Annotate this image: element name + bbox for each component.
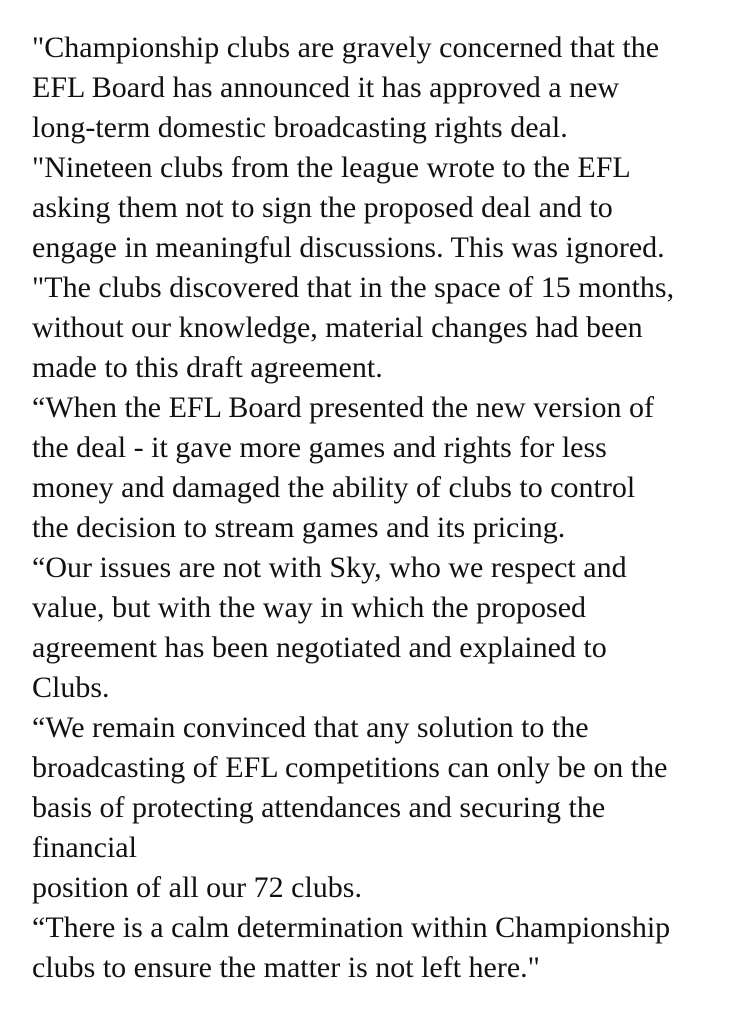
statement-line: broadcasting of EFL competitions can only be on the	[32, 751, 668, 784]
statement-line: the decision to stream games and its pricing.	[32, 511, 566, 544]
statement-line: “When the EFL Board presented the new version of	[32, 391, 655, 424]
statement-line: clubs to ensure the matter is not left here."	[32, 951, 540, 984]
statement-line: “Our issues are not with Sky, who we respect and	[32, 551, 627, 584]
statement-line: without our knowledge, material changes had been	[32, 311, 643, 344]
statement-line: long-term domestic broadcasting rights deal.	[32, 111, 568, 144]
statement-line: position of all our 72 clubs.	[32, 871, 362, 904]
statement-line: the deal - it gave more games and rights for less	[32, 431, 607, 464]
statement-line: “There is a calm determination within Championship	[32, 911, 671, 944]
statement-text	[32, 28, 732, 988]
statement-line: EFL Board has announced it has approved a new	[32, 71, 620, 104]
statement-line: value, but with the way in which the proposed	[32, 591, 587, 624]
statement-line: "Championship clubs are gravely concerned that the	[32, 31, 660, 64]
statement-line: Clubs.	[32, 671, 110, 704]
statement-line: "Nineteen clubs from the league wrote to the EFL	[32, 151, 631, 184]
statement-line: made to this draft agreement.	[32, 351, 383, 384]
statement-line: "The clubs discovered that in the space of 15 months,	[32, 271, 675, 304]
statement-line: financial	[32, 831, 137, 864]
statement-line: “We remain convinced that any solution to the	[32, 711, 589, 744]
statement-line: asking them not to sign the proposed deal and to	[32, 191, 613, 224]
statement-line: agreement has been negotiated and explained to	[32, 631, 607, 664]
statement-line: engage in meaningful discussions. This was ignored.	[32, 231, 665, 264]
statement-line: basis of protecting attendances and securing the	[32, 791, 606, 824]
statement-line: money and damaged the ability of clubs to control	[32, 471, 636, 504]
